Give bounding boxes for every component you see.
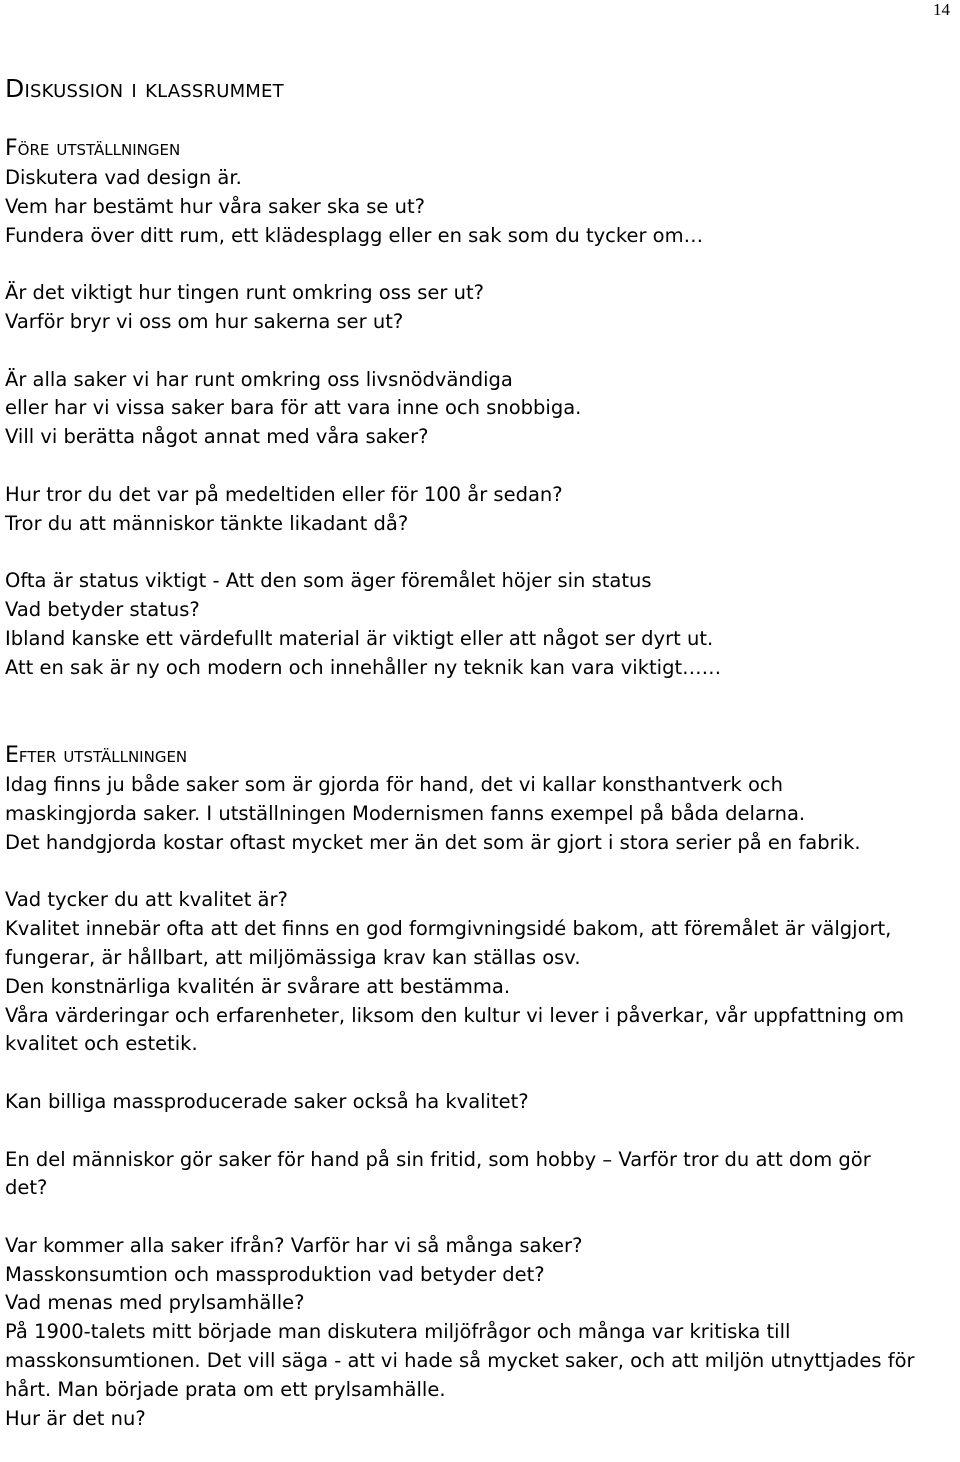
paragraph	[5, 164, 950, 250]
text-line: Fundera över ditt rum, ett klädesplagg eller en sak som du tycker om…	[5, 223, 704, 247]
text-line: masskonsumtionen. Det vill säga - att vi hade så mycket saker, och att miljön utnyttjades för	[5, 1349, 915, 1373]
page-number: 14	[933, 0, 950, 19]
text-line: Vad menas med prylsamhälle?	[5, 1291, 305, 1315]
paragraph	[5, 567, 950, 682]
text-line: hårt. Man började prata om ett prylsamhälle.	[5, 1377, 446, 1401]
section-spacer	[5, 711, 950, 741]
paragraph	[5, 771, 950, 857]
text-line: Kvalitet innebär ofta att det finns en god formgivningsidé bakom, att föremålet är välgjort,	[5, 917, 892, 941]
text-line: Kan billiga massproducerade saker också ha kvalitet?	[5, 1089, 529, 1113]
text-line: Den konstnärliga kvalitén är svårare att bestämma.	[5, 974, 511, 998]
section-after-exhibition	[5, 741, 950, 1433]
text-line: Hur tror du det var på medeltiden eller för 100 år sedan?	[5, 482, 563, 506]
document-body	[5, 74, 950, 1462]
paragraph	[5, 1232, 950, 1434]
paragraph	[5, 481, 950, 539]
text-line: Varför bryr vi oss om hur sakerna ser ut?	[5, 309, 404, 333]
text-line: Vem har bestämt hur våra saker ska se ut?	[5, 194, 425, 218]
text-line: Är det viktigt hur tingen runt omkring oss ser ut?	[5, 281, 484, 305]
paragraph	[5, 886, 950, 1059]
text-line: maskingjorda saker. I utställningen Modernismen fanns exempel på båda delarna.	[5, 801, 806, 825]
text-line: Vill vi berätta något annat med våra saker?	[5, 425, 429, 449]
text-line: Masskonsumtion och massproduktion vad betyder det?	[5, 1262, 545, 1286]
text-line: Vad tycker du att kvalitet är?	[5, 888, 288, 912]
text-line: kvalitet och estetik.	[5, 1032, 198, 1056]
text-line: Ofta är status viktigt - Att den som äger föremålet höjer sin status	[5, 569, 652, 593]
text-line: Ibland kanske ett värdefullt material är viktigt eller att något ser dyrt ut.	[5, 626, 714, 650]
paragraph	[5, 1088, 950, 1117]
text-line: Vad betyder status?	[5, 597, 200, 621]
text-line: Våra värderingar och erfarenheter, liksom den kultur vi lever i påverkar, vår uppfattning om	[5, 1003, 904, 1027]
text-line: det?	[5, 1176, 48, 1200]
text-line: Det handgjorda kostar oftast mycket mer än det som är gjort i stora serier på en fabrik.	[5, 830, 861, 854]
text-line: Diskutera vad design är.	[5, 166, 242, 189]
text-line: eller har vi vissa saker bara för att vara inne och snobbiga.	[5, 396, 582, 420]
text-line: fungerar, är hållbart, att miljömässiga krav kan ställas osv.	[5, 945, 581, 969]
paragraph	[5, 1146, 950, 1204]
text-line: Var kommer alla saker ifrån? Varför har vi så många saker?	[5, 1233, 583, 1257]
text-line: En del människor gör saker för hand på sin fritid, som hobby – Varför tror du att dom gör	[5, 1147, 871, 1171]
text-line: På 1900-talets mitt började man diskutera miljöfrågor och många var kritiska till	[5, 1320, 791, 1344]
section-heading-before: Före utställningen	[5, 136, 181, 161]
text-line: Är alla saker vi har runt omkring oss livsnödvändiga	[5, 367, 513, 391]
text-line: Hur är det nu?	[5, 1406, 146, 1430]
page-title: Diskussion i klassrummet	[5, 74, 284, 103]
text-line: Idag finns ju både saker som är gjorda för hand, det vi kallar konsthantverk och	[5, 773, 783, 797]
paragraph	[5, 366, 950, 452]
text-line: Tror du att människor tänkte likadant då?	[5, 511, 409, 535]
text-line: Att en sak är ny och modern och innehåller ny teknik kan vara viktigt……	[5, 655, 722, 679]
section-before-exhibition	[5, 134, 950, 682]
paragraph	[5, 279, 950, 337]
section-heading-after: Efter utställningen	[5, 743, 188, 769]
